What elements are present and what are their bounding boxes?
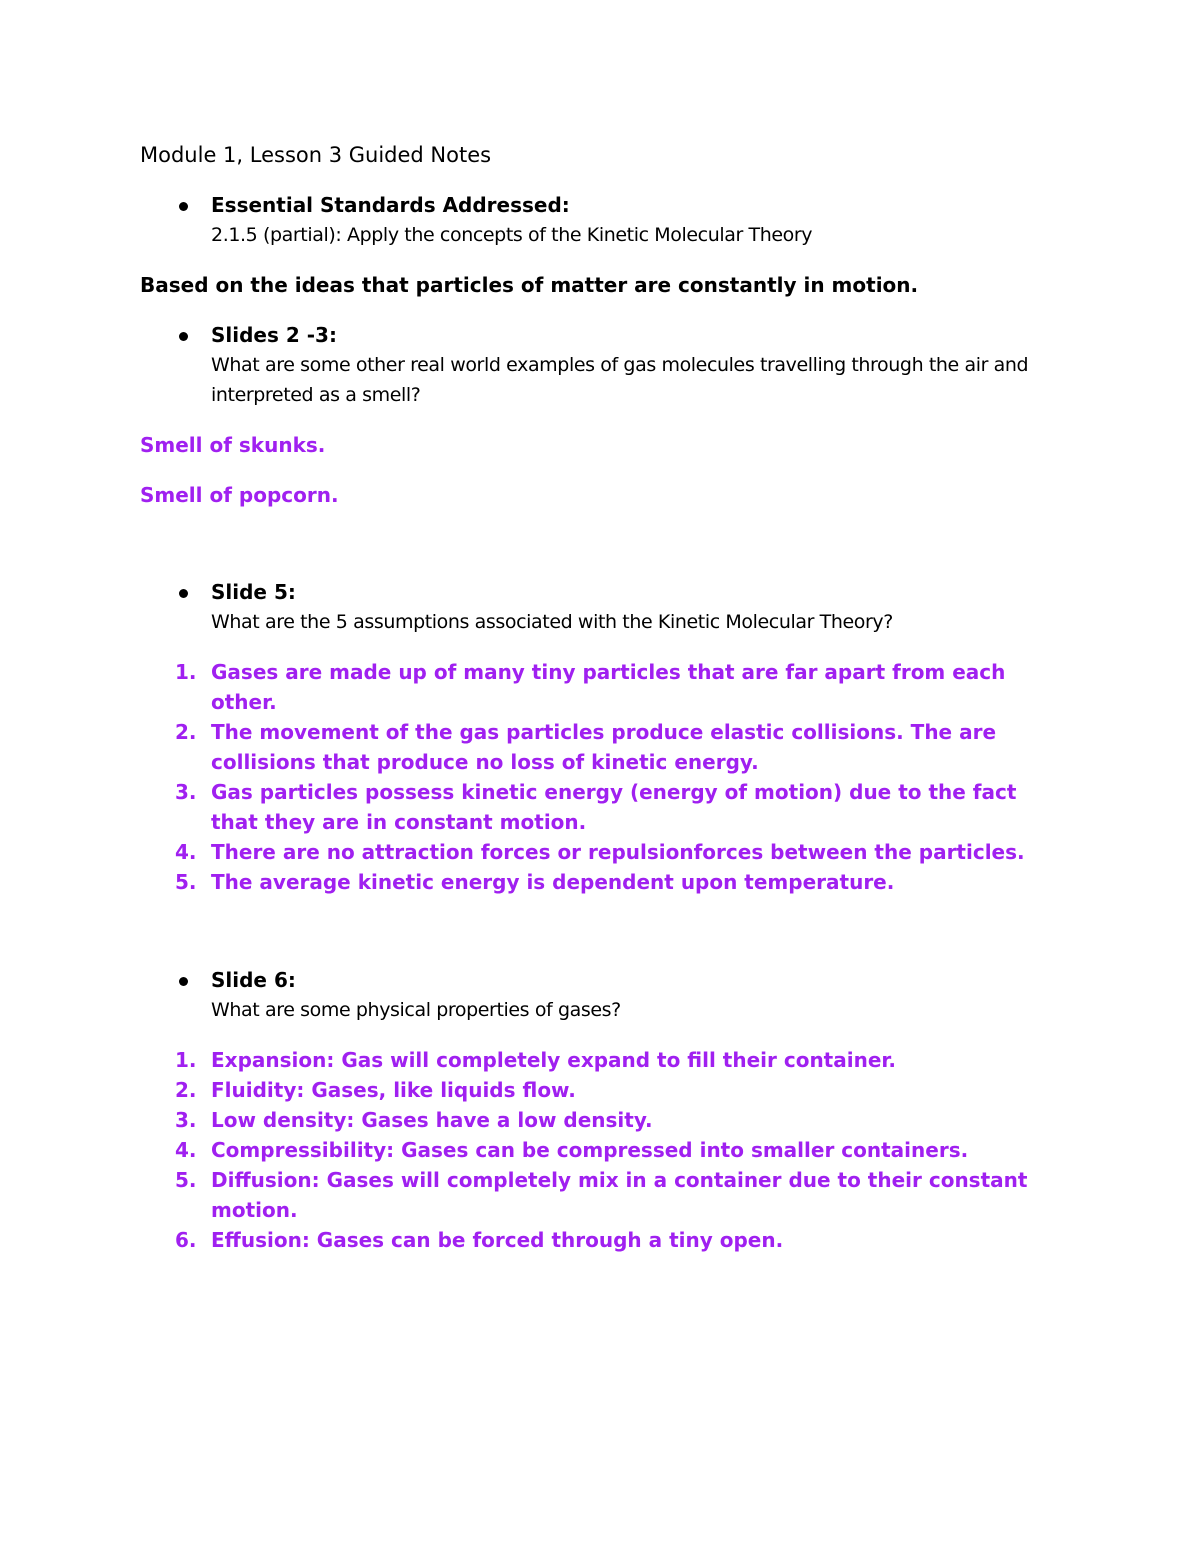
list-number: 2. (175, 720, 197, 744)
list-number: 1. (175, 1048, 197, 1072)
list-text: Gas particles possess kinetic energy (energy of motion) due to the fact that they are in constant motion. (211, 780, 1017, 834)
standards-list (140, 190, 1060, 250)
slide-6-question: What are some physical properties of gases? (211, 999, 621, 1021)
list-item (140, 1165, 1060, 1225)
slide-5-list (140, 577, 1060, 637)
list-number: 1. (175, 660, 197, 684)
list-item (140, 717, 1060, 777)
slides-2-3-list (140, 320, 1060, 410)
list-number: 2. (175, 1078, 197, 1102)
motion-statement: Based on the ideas that particles of matter are constantly in motion. (140, 273, 919, 297)
standards-item (140, 190, 1060, 250)
list-text: The movement of the gas particles produce elastic collisions. The are collisions that produce no loss of kinetic energy. (211, 720, 997, 774)
list-item (140, 657, 1060, 717)
list-text: Effusion: Gases can be forced through a tiny open. (211, 1228, 784, 1252)
document-page (140, 140, 1060, 1255)
slide-5-item (140, 577, 1060, 637)
list-number: 3. (175, 780, 197, 804)
page-title: Module 1, Lesson 3 Guided Notes (140, 143, 492, 167)
bullet-dot-icon (179, 202, 188, 211)
slide-6-item (140, 965, 1060, 1025)
list-text: The average kinetic energy is dependent upon temperature. (211, 870, 895, 894)
kmt-assumptions-list (140, 657, 1060, 897)
standards-body: 2.1.5 (partial): Apply the concepts of the Kinetic Molecular Theory (211, 224, 813, 246)
slide-5-question: What are the 5 assumptions associated with the Kinetic Molecular Theory? (211, 611, 893, 633)
gas-properties-list (140, 1045, 1060, 1255)
list-number: 3. (175, 1108, 197, 1132)
list-text: Expansion: Gas will completely expand to fill their container. (211, 1048, 897, 1072)
list-number: 6. (175, 1228, 197, 1252)
list-item (140, 867, 1060, 897)
bullet-dot-icon (179, 332, 188, 341)
list-number: 4. (175, 840, 197, 864)
list-text: Low density: Gases have a low density. (211, 1108, 653, 1132)
list-item (140, 1045, 1060, 1075)
bullet-dot-icon (179, 977, 188, 986)
slides-2-3-question: What are some other real world examples of gas molecules travelling through the air and interpreted as a smell? (211, 354, 1029, 406)
slide-6-list (140, 965, 1060, 1025)
list-number: 5. (175, 870, 197, 894)
list-item (140, 777, 1060, 837)
list-text: Diffusion: Gases will completely mix in a container due to their constant motion. (211, 1168, 1028, 1222)
slides-2-3-heading: Slides 2 -3: (211, 323, 337, 347)
list-item (140, 1075, 1060, 1105)
slide-6-heading: Slide 6: (211, 968, 296, 992)
list-item (140, 1225, 1060, 1255)
standards-heading: Essential Standards Addressed: (211, 193, 570, 217)
list-item (140, 837, 1060, 867)
answer-popcorn: Smell of popcorn. (140, 483, 339, 507)
slides-2-3-item (140, 320, 1060, 410)
list-text: Gases are made up of many tiny particles that are far apart from each other. (211, 660, 1006, 714)
bullet-dot-icon (179, 589, 188, 598)
list-text: There are no attraction forces or repulsionforces between the particles. (211, 840, 1025, 864)
list-text: Fluidity: Gases, like liquids flow. (211, 1078, 576, 1102)
list-number: 5. (175, 1168, 197, 1192)
list-item (140, 1105, 1060, 1135)
answer-skunks: Smell of skunks. (140, 433, 326, 457)
list-text: Compressibility: Gases can be compressed into smaller containers. (211, 1138, 969, 1162)
slide-5-heading: Slide 5: (211, 580, 296, 604)
list-number: 4. (175, 1138, 197, 1162)
list-item (140, 1135, 1060, 1165)
